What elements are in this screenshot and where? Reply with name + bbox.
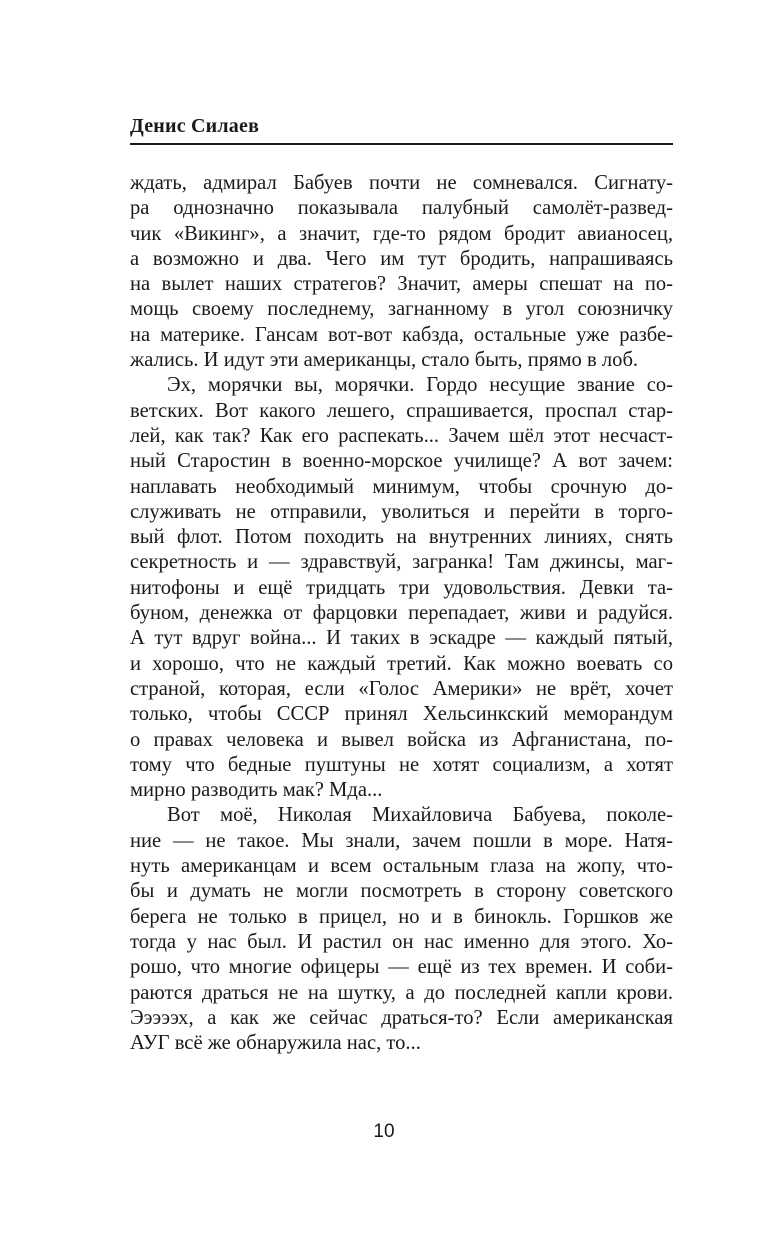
running-header (130, 111, 673, 145)
text-line: АУГ всё же обнаружила нас, то... (130, 1032, 421, 1055)
text-line: А тут вдруг война... И таких в эскадре — каждый пятый, (130, 627, 673, 650)
text-line: буном, денежка от фарцовки перепадает, живи и радуйся. (130, 602, 673, 625)
text-line: ждать, адмирал Бабуев почти не сомневался. Сигнату- (130, 172, 673, 194)
text-line: о правах человека и вывел войска из Афганистана, по- (130, 728, 673, 751)
text-line: ветских. Вот какого лешего, спрашивается, проспал стар- (130, 399, 673, 422)
body-text (130, 171, 673, 1056)
text-line: нитофоны и ещё тридцать три удовольствия. Девки та- (130, 576, 673, 599)
text-line: ние — не такое. Мы знали, зачем пошли в море. Натя- (130, 829, 673, 852)
text-line: бы и думать не могли посмотреть в сторону советского (130, 880, 673, 903)
text-line: раются драться не на шутку, а до последней капли крови. (130, 981, 673, 1004)
text-line: только, чтобы СССР принял Хельсинкский меморандум (130, 703, 673, 726)
text-line: а возможно и два. Чего им тут бродить, напрашиваясь (130, 247, 673, 270)
text-line: рошо, что многие офицеры — ещё из тех времен. И соби- (130, 956, 673, 979)
text-line: на вылет наших стратегов? Значит, амеры спешат на по- (130, 273, 673, 296)
text-line: Вот моё, Николая Михайловича Бабуева, поколе- (167, 804, 673, 827)
text-line: служивать не отправили, уволиться и перейти в торго- (130, 500, 673, 523)
text-line: Эээээх, а как же сейчас драться-то? Если американская (130, 1006, 673, 1029)
text-line: страной, которая, если «Голос Америки» не врёт, хочет (130, 677, 673, 700)
text-line: нуть американцам и всем остальным глаза на жопу, что- (130, 855, 673, 878)
author-name: Денис Силаев (130, 115, 260, 137)
text-line: и хорошо, что не каждый третий. Как можно воевать со (130, 652, 673, 675)
text-line: тогда у нас был. И растил он нас именно для этого. Хо- (130, 930, 673, 953)
text-line: вый флот. Потом походить на внутренних линиях, снять (130, 526, 673, 549)
text-line: берега не только в прицел, но и в бинокль. Горшков же (130, 905, 673, 928)
text-line: мирно разводить мак? Мда... (130, 779, 383, 802)
page-number: 10 (373, 1121, 395, 1142)
text-line: мощь своему последнему, загнанному в угол союзничку (130, 298, 673, 321)
text-line: лей, как так? Как его распекать... Зачем шёл этот несчаст- (130, 424, 673, 447)
text-line: тому что бедные пуштуны не хотят социализм, а хотят (130, 753, 673, 776)
text-line: Эх, морячки вы, морячки. Гордо несущие звание со- (167, 374, 673, 397)
text-line: секретность и — здравствуй, загранка! Там джинсы, маг- (130, 551, 673, 574)
text-line: ный Старостин в военно-морское училище? А вот зачем: (130, 450, 673, 473)
text-line: на материке. Гансам вот-вот кабзда, остальные уже разбе- (130, 323, 673, 346)
text-line: ра однозначно показывала палубный самолёт-развед- (130, 197, 673, 220)
text-line: жались. И идут эти американцы, стало быть, прямо в лоб. (130, 349, 639, 372)
text-line: чик «Викинг», а значит, где-то рядом бродит авианосец, (130, 222, 673, 245)
text-line: наплавать необходимый минимум, чтобы срочную до- (130, 475, 673, 498)
